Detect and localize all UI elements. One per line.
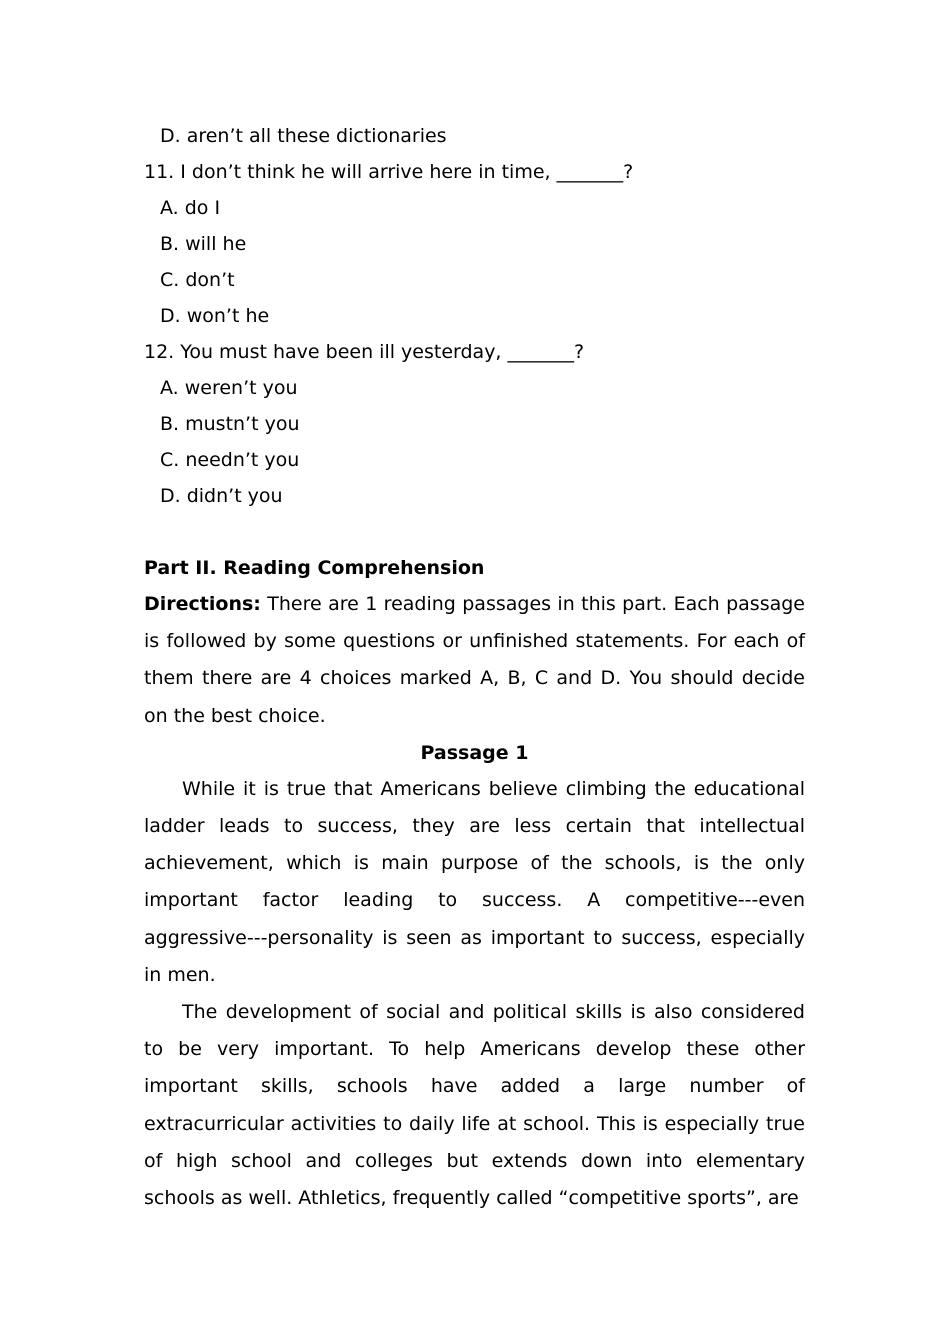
directions-label: Directions: [144, 593, 261, 615]
question-11-stem: 11. I don’t think he will arrive here in time, _______? [144, 161, 634, 183]
question-12-stem: 12. You must have been ill yesterday, _______? [144, 341, 585, 363]
option-a-q12: A. weren’t you [160, 377, 298, 399]
option-d-q12: D. didn’t you [160, 485, 283, 507]
passage-paragraph-2: The development of social and political skills is also considered to be very important. To help Americans develop these other important skills, schools have added a large number of extracurricular activities to daily life at school. This is especially true of high school and colleges but extends down into elementary schools as well. Athletics, frequently called “competitive sports”, are [144, 1001, 805, 1210]
part-2-heading: Part II. Reading Comprehension [144, 557, 485, 579]
directions-text: There are 1 reading passages in this part. Each passage is followed by some questions or unfinished statements. For each of them there are 4 choices marked A, B, C and D. You should decide on the best choice. [144, 593, 805, 727]
option-c-q11: C. don’t [160, 269, 235, 291]
passage-paragraph-1: While it is true that Americans believe climbing the educational ladder leads to success, they are less certain that intellectual achievement, which is main purpose of the schools, is the only important factor leading to success. A competitive---even aggressive---personality is seen as important to success, especially in men. [144, 777, 805, 986]
option-c-q12: C. needn’t you [160, 449, 300, 471]
section-spacer [144, 514, 805, 550]
passage-title: Passage 1 [420, 741, 529, 764]
document-page [144, 118, 805, 1217]
option-d-q10: D. aren’t all these dictionaries [160, 125, 447, 147]
option-b-q12: B. mustn’t you [160, 413, 300, 435]
option-d-q11: D. won’t he [160, 305, 270, 327]
option-a-q11: A. do I [160, 197, 221, 219]
option-b-q11: B. will he [160, 233, 247, 255]
directions-paragraph [144, 586, 805, 735]
